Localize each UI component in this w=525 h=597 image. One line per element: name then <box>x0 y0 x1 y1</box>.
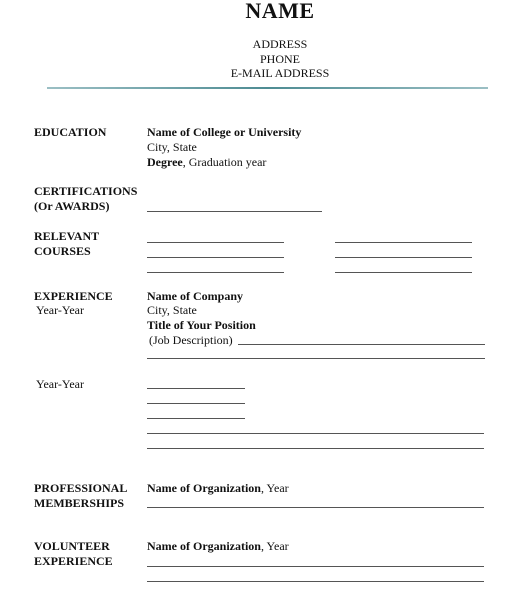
certification-blank <box>147 211 322 212</box>
experience-description: (Job Description) <box>149 333 233 347</box>
courses-heading-line1: RELEVANT <box>34 229 100 243</box>
volunteer-heading-line2: EXPERIENCE <box>34 554 113 568</box>
course-blank <box>335 242 472 243</box>
header-divider <box>47 87 488 89</box>
experience-year-range-2: Year-Year <box>36 377 84 391</box>
volunteer-org: Name of Organization <box>147 539 261 553</box>
memberships-heading-line2: MEMBERSHIPS <box>34 496 125 510</box>
experience-position: Title of Your Position <box>147 318 256 332</box>
experience-heading: EXPERIENCE <box>34 289 113 303</box>
description-blank <box>147 358 485 359</box>
volunteer-line <box>147 539 289 554</box>
education-heading: EDUCATION <box>34 125 107 139</box>
experience-blank <box>147 388 245 389</box>
certifications-heading-line2: (Or AWARDS) <box>34 199 110 213</box>
resume-name: NAME <box>245 0 315 23</box>
membership-org: Name of Organization <box>147 481 261 495</box>
education-graduation-year: , Graduation year <box>182 155 267 169</box>
course-blank <box>147 242 284 243</box>
certifications-heading-line1: CERTIFICATIONS <box>34 184 138 198</box>
address-line: ADDRESS <box>252 37 308 51</box>
experience-blank <box>147 418 245 419</box>
course-blank <box>147 272 284 273</box>
education-degree: Degree <box>147 155 183 169</box>
memberships-heading-line1: PROFESSIONAL <box>34 481 128 495</box>
description-blank <box>238 344 485 345</box>
email-line: E-MAIL ADDRESS <box>230 66 330 80</box>
experience-blank <box>147 448 484 449</box>
courses-heading-line2: COURSES <box>34 244 91 258</box>
experience-blank <box>147 433 484 434</box>
education-degree-line <box>147 155 266 170</box>
volunteer-year: , Year <box>260 539 289 553</box>
volunteer-blank <box>147 566 484 567</box>
experience-location: City, State <box>147 303 197 317</box>
phone-line: PHONE <box>259 52 300 66</box>
membership-line <box>147 481 289 496</box>
course-blank <box>335 257 472 258</box>
education-school: Name of College or University <box>147 125 302 139</box>
experience-blank <box>147 403 245 404</box>
membership-year: , Year <box>260 481 289 495</box>
course-blank <box>335 272 472 273</box>
experience-company: Name of Company <box>147 289 243 303</box>
education-location: City, State <box>147 140 197 154</box>
experience-year-range-1: Year-Year <box>36 303 84 317</box>
membership-blank <box>147 507 484 508</box>
course-blank <box>147 257 284 258</box>
volunteer-heading-line1: VOLUNTEER <box>34 539 110 553</box>
volunteer-blank <box>147 581 484 582</box>
